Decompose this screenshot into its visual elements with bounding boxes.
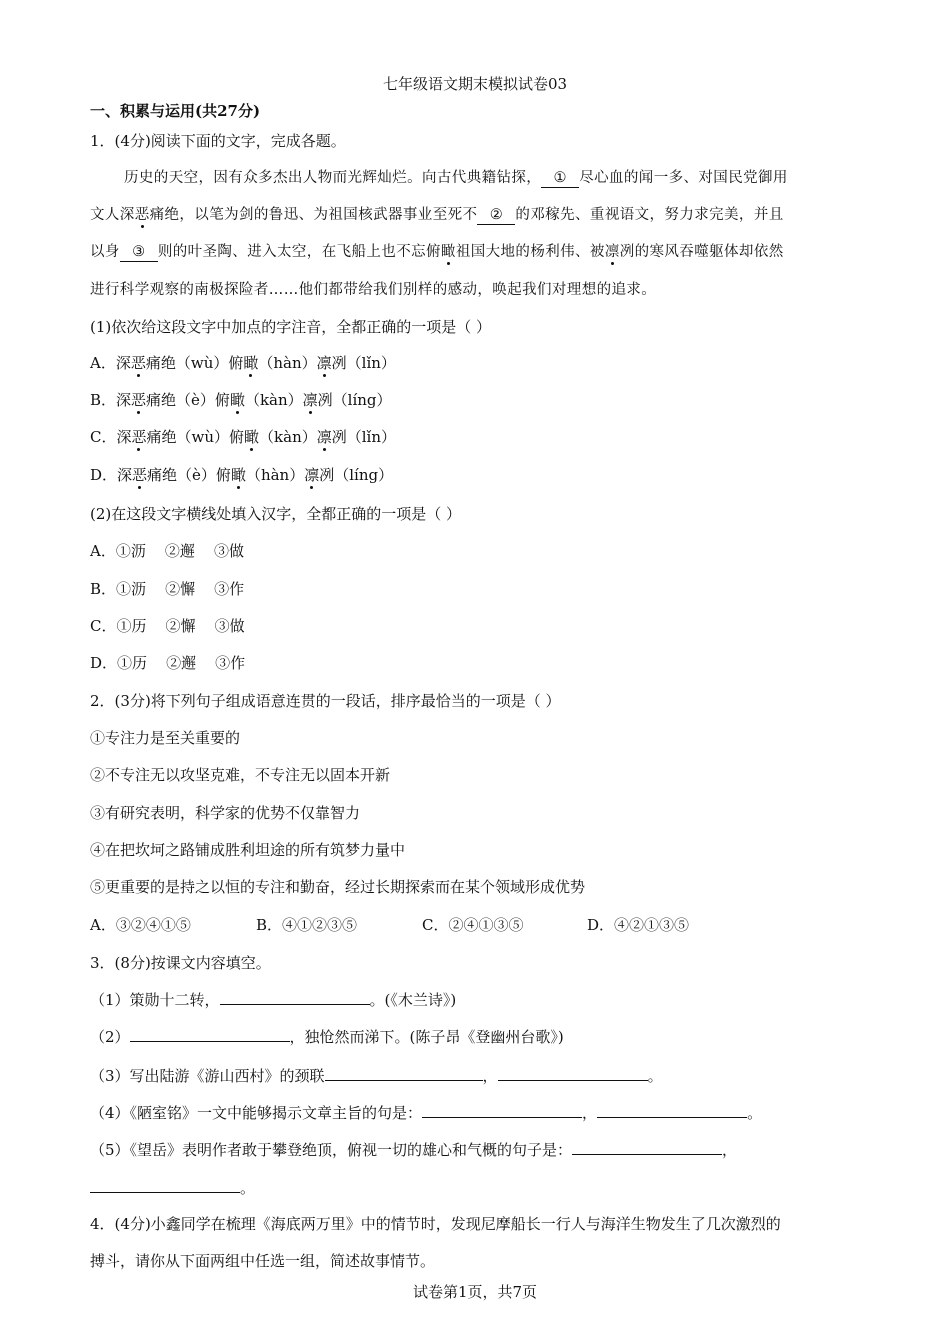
q2-option-a: A．③②④①⑤ (90, 916, 191, 934)
q1-sub2: (2)在这段文字横线处填入汉字，全都正确的一项是（ ） (90, 505, 462, 523)
q1-sub1: (1)依次给这段文字中加点的字注音，全都正确的一项是（ ） (90, 318, 492, 336)
answer-blank (597, 1103, 747, 1118)
q2-stem: 2．(3分)将下列句子组成语意连贯的一段话，排序最恰当的一项是（ ） (90, 692, 561, 710)
dotted-char: 凛 (604, 244, 620, 260)
q3-stem: 3．(8分)按课文内容填空。 (90, 954, 271, 972)
q2-item-4: ④在把坎坷之路铺成胜利坦途的所有筑梦力量中 (90, 841, 406, 859)
q2-item-3: ③有研究表明，科学家的优势不仅靠智力 (90, 804, 361, 822)
passage-line-3: 以身 ③ 则的叶圣陶、进入太空，在飞船上也不忘俯瞰祖国大地的杨利伟、被凛冽的寒风吞噬躯体却依然 (90, 244, 784, 260)
q2-option-c: C．②④①③⑤ (422, 916, 524, 934)
q1-sub2-option-a: A．①沥 ②邂 ③做 (90, 542, 244, 560)
page-footer: 试卷第1页，共7页 (412, 1283, 538, 1301)
answer-blank (325, 1066, 483, 1081)
answer-blank (90, 1178, 240, 1193)
q2-item-1: ①专注力是至关重要的 (90, 729, 241, 747)
blank-2: ② (477, 207, 515, 225)
dotted-char: 恶 (134, 207, 150, 223)
q2-item-2: ②不专注无以攻坚克难，不专注无以固本开新 (90, 766, 391, 784)
dotted-char: 瞰 (440, 244, 456, 260)
q3-line-3: （3）写出陆游《游山西村》的颈联 ， 。 (90, 1067, 663, 1085)
passage-line-1: 历史的天空，因有众多杰出人物而光辉灿烂。向古代典籍钻探， ① 尽心血的闻一多、对国民党御用 (124, 170, 788, 186)
answer-blank (130, 1027, 290, 1042)
q1-sub2-option-c: C．①历 ②懈 ③做 (90, 617, 245, 635)
answer-blank (220, 990, 370, 1005)
q2-item-5: ⑤更重要的是持之以恒的专注和勤奋，经过长期探索而在某个领域形成优势 (90, 878, 586, 896)
q1-option-b: B．深恶痛绝（è）俯瞰（kàn）凛冽（líng） (90, 391, 392, 409)
q3-line-4: （4）《陋室铭》一文中能够揭示文章主旨的句是： ， 。 (90, 1104, 763, 1122)
passage-line-2: 文人深恶痛绝，以笔为剑的鲁迅、为祖国核武器事业至死不 ② 的邓稼先、重视语文，努力求完美，并且 (90, 207, 784, 223)
answer-blank (498, 1066, 648, 1081)
q1-sub2-option-b: B．①沥 ②懈 ③作 (90, 580, 245, 598)
answer-blank (572, 1140, 722, 1155)
blank-3: ③ (120, 244, 158, 262)
q2-option-b: B．④①②③⑤ (256, 916, 358, 934)
q1-option-a: A．深恶痛绝（wù）俯瞰（hàn）凛冽（lǐn） (90, 354, 396, 372)
q1-stem: 1．(4分)阅读下面的文字，完成各题。 (90, 132, 346, 150)
q4-line-2: 搏斗，请你从下面两组中任选一组，简述故事情节。 (90, 1252, 436, 1270)
q3-line-1: （1）策勋十二转， 。(《木兰诗》) (90, 991, 457, 1009)
answer-blank (422, 1103, 582, 1118)
section-heading: 一、积累与运用(共27分) (90, 102, 261, 120)
q1-option-c: C．深恶痛绝（wù）俯瞰（kàn）凛冽（lǐn） (90, 428, 397, 446)
q1-option-d: D．深恶痛绝（è）俯瞰（hàn）凛冽（líng） (90, 466, 394, 484)
q3-line-5: （5）《望岳》表明作者敢于攀登绝顶，俯视一切的雄心和气概的句子是： ， (90, 1141, 738, 1159)
q4-line-1: 4．(4分)小鑫同学在梳理《海底两万里》中的情节时，发现尼摩船长一行人与海洋生物发生了几次激烈的 (90, 1215, 781, 1233)
q2-option-d: D．④②①③⑤ (587, 916, 690, 934)
q3-line-2: （2） ，独怆然而涕下。(陈子昂《登幽州台歌》) (90, 1028, 564, 1046)
passage-line-4: 进行科学观察的南极探险者……他们都带给我们别样的感动，唤起我们对理想的追求。 (90, 282, 657, 298)
blank-1: ① (541, 170, 579, 188)
q1-sub2-option-d: D．①历 ②邂 ③作 (90, 654, 246, 672)
page-title: 七年级语文期末模拟试卷03 (382, 75, 568, 93)
q3-line-6: 。 (90, 1178, 255, 1198)
